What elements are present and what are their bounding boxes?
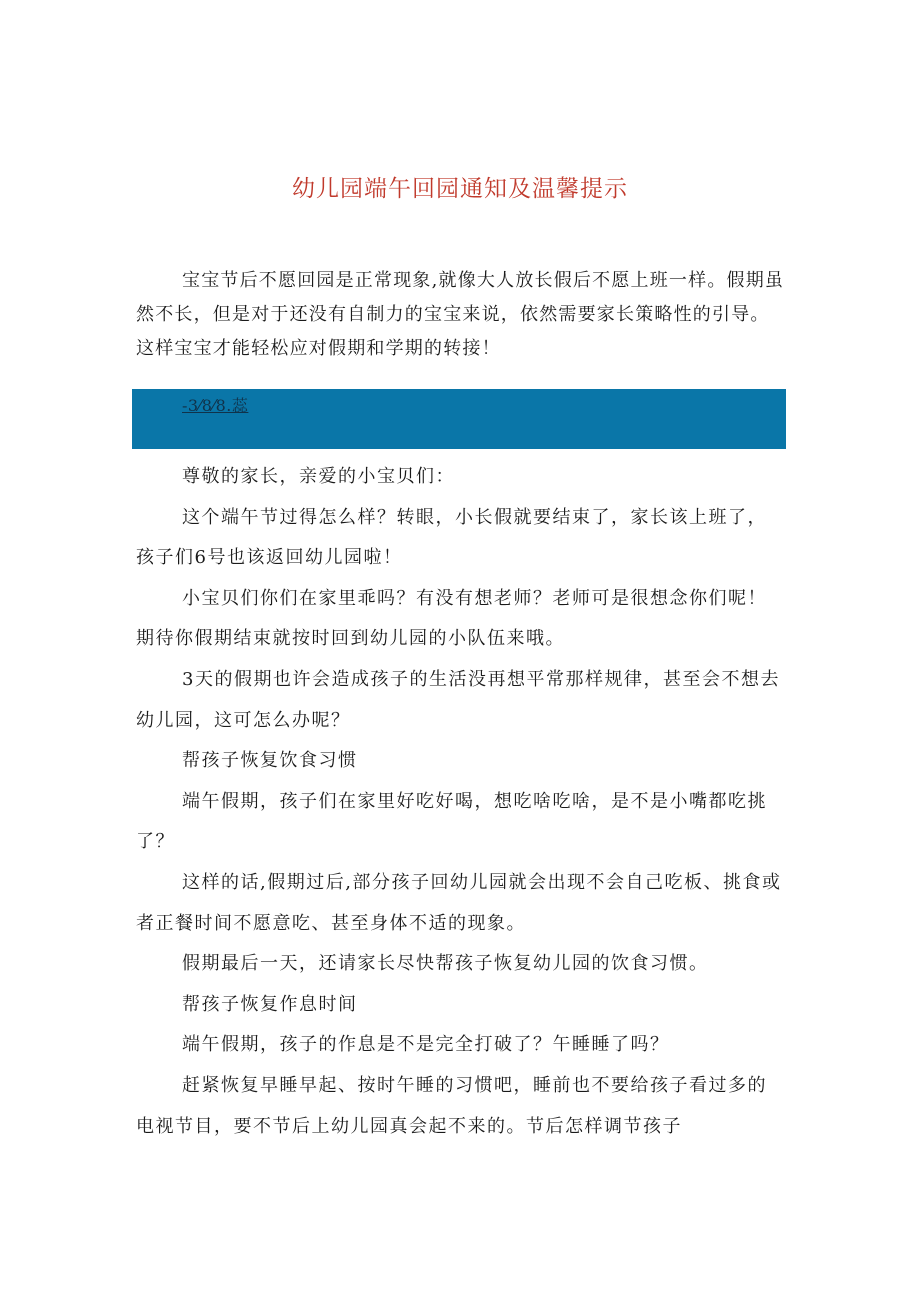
- paragraph: 这个端午节过得怎么样？转眼，小长假就要结束了，家长该上班了，孩子们6号也该返回幼儿园啦！: [136, 506, 767, 569]
- paragraph: 端午假期，孩子的作息是不是完全打破了？午睡睡了吗？: [182, 1034, 670, 1056]
- paragraph: 小宝贝们你们在家里乖吗？有没有想老师？老师可是很想念你们呢！期待你假期结束就按时回到幼儿园的小队伍来哦。: [136, 587, 767, 650]
- paragraph: 假期最后一天，还请家长尽快帮孩子恢复幼儿园的饮食习惯。: [182, 953, 709, 975]
- section-banner: [132, 389, 786, 449]
- section-heading-diet: 帮孩子恢复饮食习惯: [182, 750, 358, 772]
- document-title: 幼儿园端午回园通知及温馨提示: [292, 176, 628, 202]
- paragraph-greeting: 尊敬的家长，亲爱的小宝贝们：: [182, 466, 455, 487]
- body-text: [136, 457, 786, 1147]
- intro-paragraph: 宝宝节后不愿回园是正常现象,就像大人放长假后不愿上班一样。假期虽然不长，但是对于还没有自制力的宝宝来说，依然需要家长策略性的引导。这样宝宝才能轻松应对假期和学期的转接！: [136, 270, 785, 359]
- paragraph: 端午假期，孩子们在家里好吃好喝，想吃啥吃啥，是不是小嘴都吃挑了？: [136, 790, 767, 853]
- paragraph: 赶紧恢复早睡早起、按时午睡的习惯吧，睡前也不要给孩子看过多的电视节目，要不节后上幼儿园真会起不来的。节后怎样调节孩子: [136, 1074, 767, 1137]
- paragraph: 这样的话,假期过后,部分孩子回幼儿园就会出现不会自己吃板、挑食或者正餐时间不愿意吃、甚至身体不适的现象。: [136, 871, 782, 934]
- section-heading-schedule: 帮孩子恢复作息时间: [182, 993, 358, 1015]
- paragraph: 3天的假期也许会造成孩子的生活没再想平常那样规律，甚至会不想去幼儿园，这可怎么办呢？: [136, 668, 780, 731]
- banner-label: -3⁄8⁄8.蕊: [182, 396, 249, 415]
